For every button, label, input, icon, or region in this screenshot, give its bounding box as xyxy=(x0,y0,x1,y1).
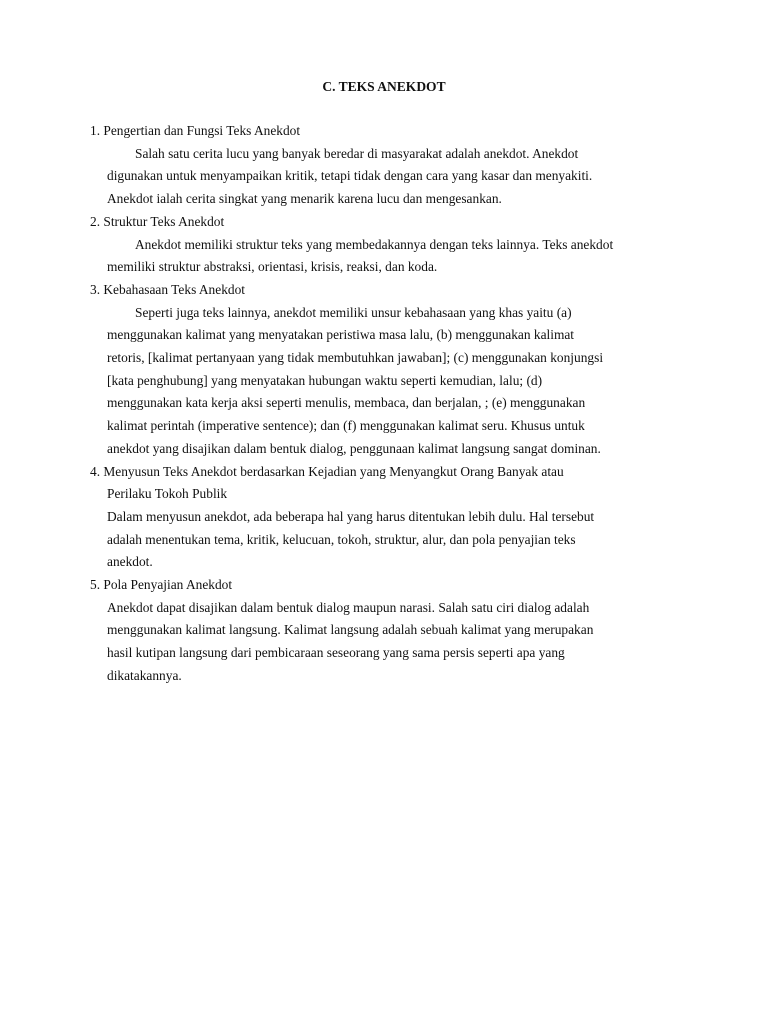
paragraph-line: [kata penghubung] yang menyatakan hubungan waktu seperti kemudian, lalu; (d) xyxy=(107,372,543,388)
document-body xyxy=(90,120,690,688)
paragraph-line: Dalam menyusun anekdot, ada beberapa hal yang harus ditentukan lebih dulu. Hal tersebut xyxy=(107,508,595,524)
paragraph-line: retoris, [kalimat pertanyaan yang tidak membutuhkan jawaban]; (c) menggunakan konjungsi xyxy=(107,350,604,366)
heading-line: Perilaku Tokoh Publik xyxy=(107,486,228,502)
paragraph-line: Anekdot ialah cerita singkat yang menarik karena lucu dan mengesankan. xyxy=(107,191,502,207)
paragraph-line: Salah satu cerita lucu yang banyak beredar di masyarakat adalah anekdot. Anekdot xyxy=(135,145,579,161)
paragraph-line: anekdot. xyxy=(107,554,153,570)
section-paragraph-4 xyxy=(90,506,690,574)
paragraph-line: menggunakan kalimat yang menyatakan peristiwa masa lalu, (b) menggunakan kalimat xyxy=(107,327,575,343)
paragraph-line: anekdot yang disajikan dalam bentuk dialog, penggunaan kalimat langsung sangat dominan. xyxy=(107,440,601,456)
section-heading-2: 2. Struktur Teks Anekdot xyxy=(90,213,225,229)
section-paragraph-1 xyxy=(90,143,690,211)
paragraph-line: Anekdot dapat disajikan dalam bentuk dialog maupun narasi. Salah satu ciri dialog adalah xyxy=(107,599,590,615)
section-paragraph-3 xyxy=(90,302,690,461)
paragraph-line: menggunakan kalimat langsung. Kalimat langsung adalah sebuah kalimat yang merupakan xyxy=(107,622,594,638)
heading-line: 4. Menyusun Teks Anekdot berdasarkan Kejadian yang Menyangkut Orang Banyak atau xyxy=(90,463,564,479)
document-title: C. TEKS ANEKDOT xyxy=(322,79,446,94)
section-paragraph-5 xyxy=(90,597,690,688)
section-heading-3: 3. Kebahasaan Teks Anekdot xyxy=(90,281,245,297)
paragraph-line: menggunakan kata kerja aksi seperti menulis, membaca, dan berjalan, ; (e) menggunakan xyxy=(107,395,586,411)
section-heading-4 xyxy=(90,461,690,506)
paragraph-line: memiliki struktur abstraksi, orientasi, krisis, reaksi, dan koda. xyxy=(107,259,438,275)
paragraph-line: dikatakannya. xyxy=(107,667,182,683)
paragraph-line: Anekdot memiliki struktur teks yang membedakannya dengan teks lainnya. Teks anekdot xyxy=(135,236,614,252)
section-paragraph-2 xyxy=(90,234,690,279)
paragraph-line: kalimat perintah (imperative sentence); dan (f) menggunakan kalimat seru. Khusus untuk xyxy=(107,418,585,434)
paragraph-line: digunakan untuk menyampaikan kritik, tetapi tidak dengan cara yang kasar dan menyakiti. xyxy=(107,168,593,184)
section-heading-5: 5. Pola Penyajian Anekdot xyxy=(90,577,233,593)
paragraph-line: adalah menentukan tema, kritik, kelucuan, tokoh, struktur, alur, dan pola penyajian teks xyxy=(107,531,576,547)
paragraph-line: Seperti juga teks lainnya, anekdot memiliki unsur kebahasaan yang khas yaitu (a) xyxy=(135,304,572,320)
section-heading-1: 1. Pengertian dan Fungsi Teks Anekdot xyxy=(90,123,301,138)
paragraph-line: hasil kutipan langsung dari pembicaraan seseorang yang sama persis seperti apa yang xyxy=(107,645,565,661)
